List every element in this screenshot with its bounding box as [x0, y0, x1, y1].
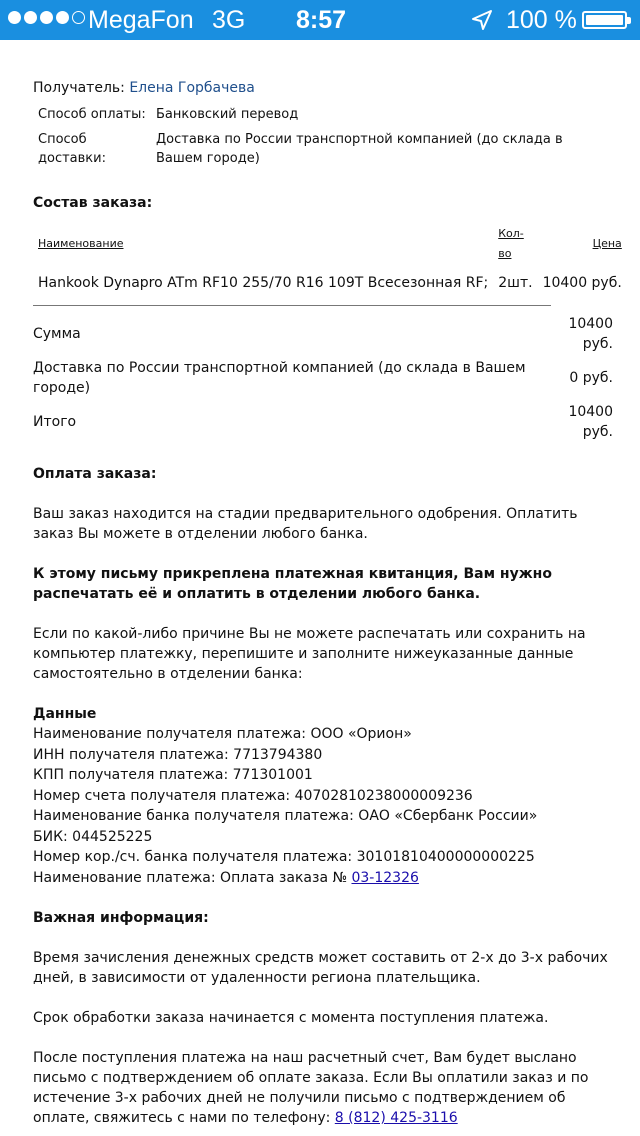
- sum-row: [33, 312, 613, 356]
- total-label: Итого: [33, 414, 77, 430]
- recipient-name: Елена Горбачева: [129, 80, 255, 96]
- delivery-cost-row: [33, 356, 613, 400]
- status-time: 8:57: [296, 6, 347, 34]
- recipient-org-line: Наименование получателя платежа: ООО «Орион»: [33, 726, 412, 742]
- status-bar: [0, 0, 640, 40]
- payment-method-row: [35, 102, 613, 127]
- table-row: [33, 267, 627, 303]
- location-arrow-icon: [470, 8, 494, 32]
- recipient-label: Получатель:: [33, 80, 125, 96]
- signal-strength-icon: [8, 11, 85, 24]
- order-title: Состав заказа:: [33, 195, 153, 211]
- bank-name-line: Наименование банка получателя платежа: ОАО «Сбербанк России»: [33, 808, 538, 824]
- payment-title: Оплата заказа:: [33, 466, 157, 482]
- totals-table: [33, 312, 613, 444]
- account-number-line: Номер счета получателя платежа: 40702810238000009236: [33, 787, 473, 804]
- inn-line: ИНН получателя платежа: 7713794380: [33, 746, 323, 763]
- data-title: Данные: [33, 706, 97, 722]
- order-items-table: [33, 221, 627, 303]
- item-qty: 2шт.: [498, 275, 533, 291]
- network-type: 3G: [212, 6, 246, 34]
- attachment-notice: К этому письму прикреплена платежная квитанция, Вам нужно распечатать её и оплатить в отделении любого банка.: [33, 566, 552, 602]
- after-payment-body: После поступления платежа на наш расчетный счет, Вам будет выслано письмо с подтверждением об оплате заказа. Если Вы оплатили заказ и по истечение 3-х рабочих дней не получили письмо с подтверждением об оплате, свяжитесь с нами по телефону:: [33, 1050, 589, 1126]
- delivery-cost-value: 0 руб.: [569, 370, 613, 386]
- column-qty-header: Кол-во: [498, 227, 524, 260]
- battery-icon: [582, 11, 627, 29]
- delivery-method-value: Доставка по России транспортной компанией (до склада в Вашем городе): [156, 132, 563, 166]
- payment-purpose-label: Наименование платежа: Оплата заказа №: [33, 869, 348, 886]
- items-divider: [33, 305, 551, 306]
- item-name: Hankook Dynapro ATm RF10 255/70 R16 109T Всесезонная RF;: [38, 275, 489, 291]
- important-title: Важная информация:: [33, 910, 209, 926]
- kpp-line: КПП получателя платежа: 771301001: [33, 767, 313, 783]
- sum-label: Сумма: [33, 326, 81, 342]
- order-items-header: [33, 221, 627, 267]
- email-body: [33, 78, 622, 1128]
- order-number-link[interactable]: 03-12326: [351, 869, 419, 886]
- payment-method-value: Банковский перевод: [156, 107, 299, 122]
- delivery-method-label: Способ доставки:: [38, 132, 106, 166]
- item-price: 10400 руб.: [542, 275, 622, 291]
- total-row: [33, 400, 613, 444]
- bik-line: БИК: 044525225: [33, 828, 153, 845]
- payment-method-label: Способ оплаты:: [38, 107, 146, 122]
- column-price-header: Цена: [592, 237, 622, 250]
- payment-purpose-line: [33, 868, 613, 889]
- payment-details: [33, 724, 613, 888]
- battery-percentage: 100 %: [506, 6, 577, 34]
- total-value: 10400 руб.: [568, 404, 613, 440]
- after-payment-text: [33, 1048, 613, 1128]
- carrier-name: MegaFon: [88, 6, 194, 34]
- fallback-instructions: Если по какой-либо причине Вы не можете распечатать или сохранить на компьютер платежку, перепишите и заполните нижеуказанные данные самостоятельно в отделении банка:: [33, 626, 586, 682]
- corr-account-line: Номер кор./сч. банка получателя платежа: 30101810400000000225: [33, 849, 535, 865]
- processing-text: Срок обработки заказа начинается с момента поступления платежа.: [33, 1010, 549, 1026]
- recipient-line: [33, 78, 613, 98]
- sum-value: 10400 руб.: [568, 316, 613, 352]
- delivery-method-row: [35, 127, 613, 171]
- payment-status-text: Ваш заказ находится на стадии предварительного одобрения. Оплатить заказ Вы можете в отделении любого банка.: [33, 506, 578, 542]
- delivery-cost-label: Доставка по России транспортной компанией (до склада в Вашем городе): [33, 360, 526, 396]
- phone-link[interactable]: 8 (812) 425-3116: [334, 1110, 458, 1126]
- column-name-header: Наименование: [38, 237, 124, 250]
- transfer-time-text: Время зачисления денежных средств может составить от 2-х до 3-х рабочих дней, в зависимости от удаленности региона плательщика.: [33, 950, 608, 986]
- order-info-table: [35, 102, 613, 171]
